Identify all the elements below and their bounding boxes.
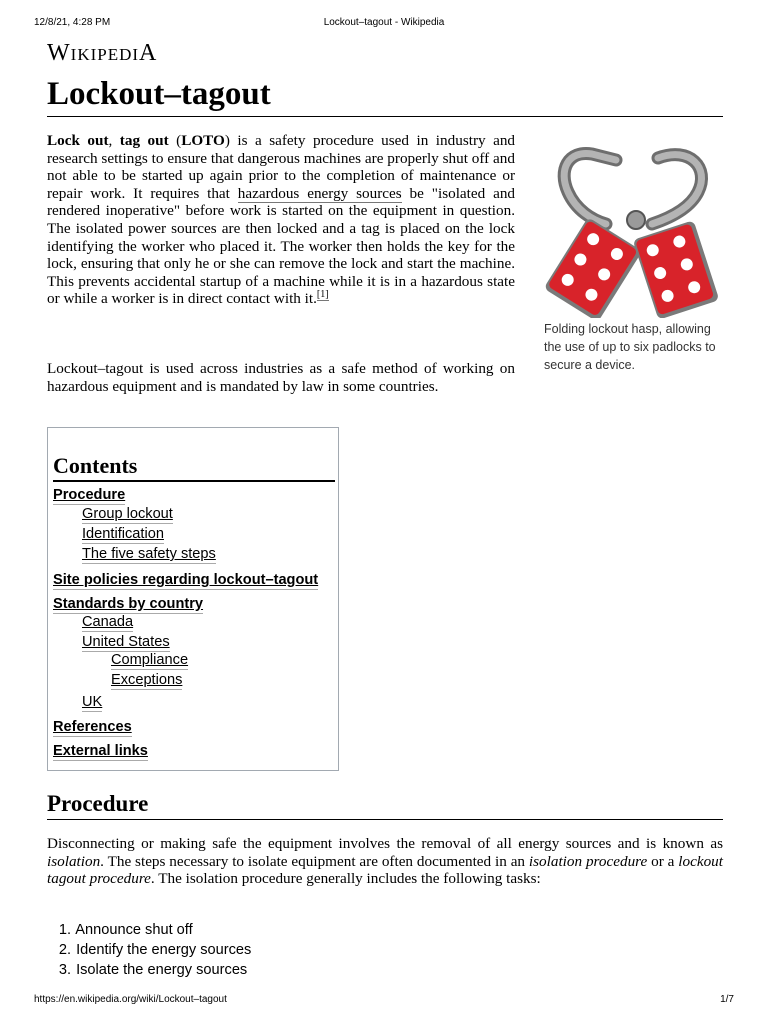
intro-text-1: ) is a safety procedure used in industry and research settings to ensure that dangerous machines are properly shut off and not able to be started up again prior to the completion of maintenance or repair work. It requires that xyxy=(47,132,516,202)
procedure-term-isolation: isolation xyxy=(47,852,101,870)
wordmark-ikipedi: IKIPEDI xyxy=(70,45,140,64)
toc-item-identification[interactable]: Identification xyxy=(82,526,164,542)
list-item-number: 3. xyxy=(58,962,71,978)
procedure-text-1: Disconnecting or making safe the equipment involves the removal of all energy sources and is known as xyxy=(47,835,723,852)
table-of-contents xyxy=(47,427,339,771)
list-item xyxy=(47,920,647,940)
term-loto: LOTO xyxy=(181,132,225,149)
toc-item-group-lockout[interactable]: Group lockout xyxy=(82,506,173,522)
wordmark-w: W xyxy=(47,40,71,66)
procedure-term-isolation-procedure: isolation procedure xyxy=(528,852,648,870)
toc-item-canada[interactable]: Canada xyxy=(82,614,134,630)
wordmark-a: A xyxy=(139,40,158,66)
toc-item-references[interactable]: References xyxy=(53,719,132,735)
toc-item-compliance[interactable]: Compliance xyxy=(111,652,189,668)
procedure-term-lockout-tagout-procedure: lockout tagout procedure xyxy=(47,852,723,888)
intro-text-2: be "isolated and rendered inoperative" before work is started on the equipment in question. The isolated power sources are then locked and a tag is placed on the lock identifying the worker who placed it. The worker then holds the key for the lock, ensuring that only he or she can remove the lock and start the machine. This prevents accidental startup of a machine while it is in a hazardous state or while a worker is in direct contact with it. xyxy=(47,184,516,308)
toc-item-procedure[interactable]: Procedure xyxy=(53,487,126,503)
toc-item-external-links[interactable]: External links xyxy=(53,743,148,759)
list-item-number: 2. xyxy=(58,942,71,958)
print-footer xyxy=(34,994,734,1008)
list-item-text: Announce shut off xyxy=(75,922,193,938)
intro-sep: , xyxy=(108,132,120,149)
page-title: Lockout–tagout xyxy=(47,74,723,117)
print-page-number: 1/7 xyxy=(720,994,734,1005)
hasp-left-plate xyxy=(544,217,643,318)
section-heading-procedure: Procedure xyxy=(47,790,723,820)
intro-paragraph xyxy=(47,132,515,308)
procedure-text-4: . The isolation procedure generally includes the following tasks: xyxy=(150,870,541,888)
list-item-number: 1. xyxy=(58,922,71,938)
link-hazardous-energy-sources[interactable]: hazardous energy sources xyxy=(237,184,402,202)
intro-paragraph-2: Lockout–tagout is used across industries as a safe method of working on hazardous equipment and is mandated by law in some countries. xyxy=(47,360,515,395)
hasp-right-plate xyxy=(633,220,720,318)
figure-caption: Folding lockout hasp, allowing the use of up to six padlocks to secure a device. xyxy=(544,322,716,372)
procedure-paragraph xyxy=(47,835,723,888)
print-header xyxy=(34,17,734,31)
procedure-text-3: or a xyxy=(647,852,679,870)
toc-item-united-states[interactable]: United States xyxy=(82,634,170,650)
reference-1-link[interactable]: [1] xyxy=(316,289,329,301)
toc-item-standards-by-country[interactable]: Standards by country xyxy=(53,596,204,612)
figure-lockout-hasp xyxy=(540,140,725,374)
term-tag-out: tag out xyxy=(119,132,169,149)
reference-1 xyxy=(317,289,329,301)
lockout-hasp-image[interactable] xyxy=(540,140,720,318)
task-list xyxy=(47,920,647,980)
toc-item-exceptions[interactable]: Exceptions xyxy=(111,672,183,688)
print-page-title: Lockout–tagout - Wikipedia xyxy=(323,17,445,28)
toc-item-site-policies[interactable]: Site policies regarding lockout–tagout xyxy=(53,572,319,588)
print-datetime: 12/8/21, 4:28 PM xyxy=(34,17,111,28)
toc-item-five-safety-steps[interactable]: The five safety steps xyxy=(82,546,216,562)
toc-title: Contents xyxy=(53,452,335,482)
wikipedia-wordmark[interactable] xyxy=(47,40,157,67)
term-lock-out: Lock out xyxy=(47,132,109,149)
procedure-text-2: . The steps necessary to isolate equipment are often documented in an xyxy=(100,852,529,870)
list-item-text: Isolate the energy sources xyxy=(76,962,248,978)
toc-item-uk[interactable]: UK xyxy=(82,694,103,710)
print-url: https://en.wikipedia.org/wiki/Lockout–tagout xyxy=(34,994,227,1005)
list-item xyxy=(47,960,647,980)
intro-paren: ( xyxy=(168,132,182,149)
list-item-text: Identify the energy sources xyxy=(76,942,252,958)
list-item xyxy=(47,940,647,960)
